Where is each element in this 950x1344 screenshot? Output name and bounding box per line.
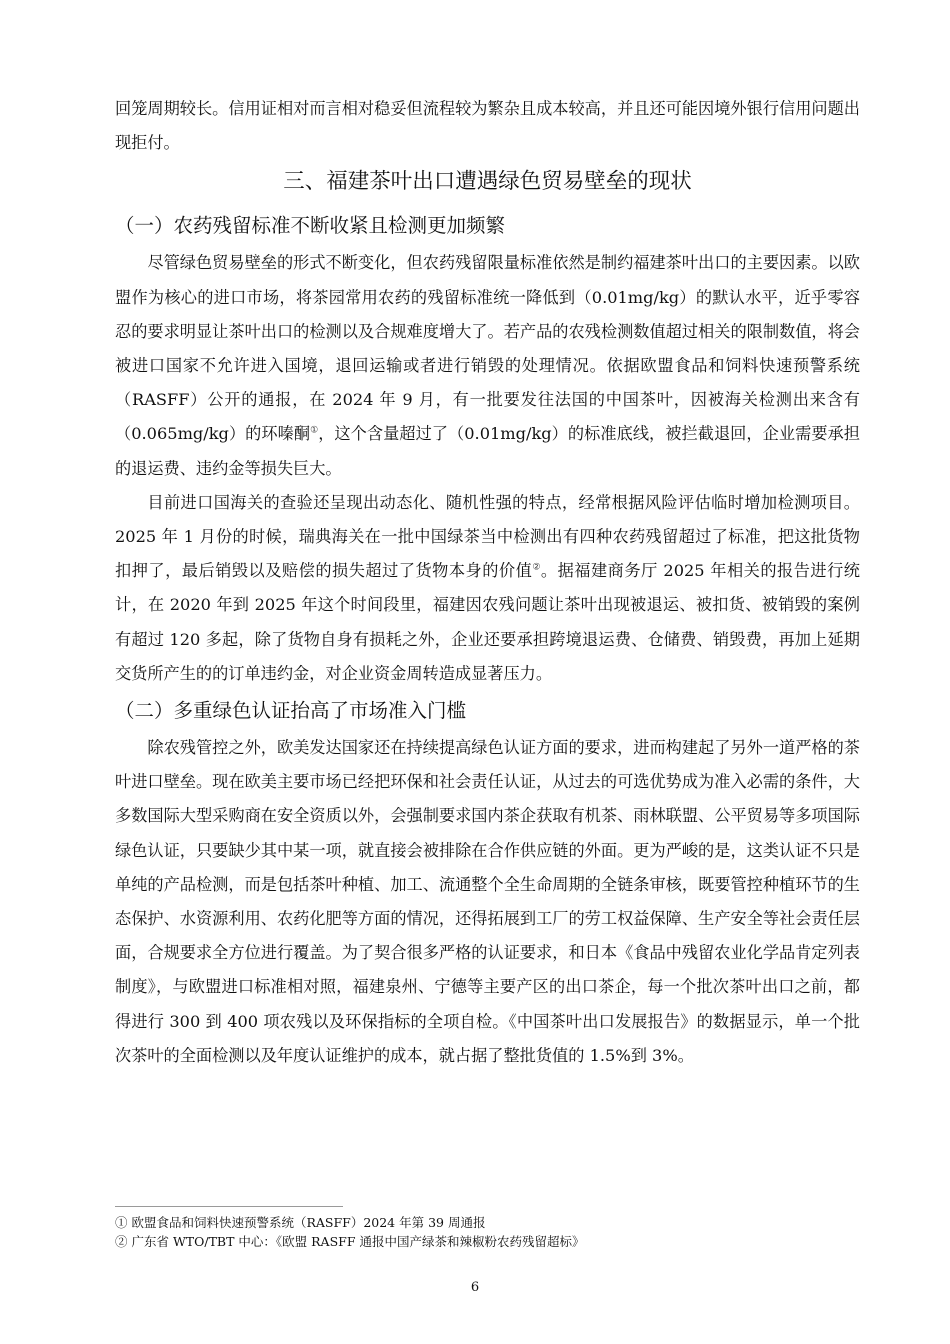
- footnote-ref-1[interactable]: ①: [310, 426, 319, 437]
- footnote-ref-2[interactable]: ②: [532, 562, 541, 573]
- paragraph-text: 尽管绿色贸易壁垒的形式不断变化，但农药残留限量标准依然是制约福建茶叶出口的主要因素。以欧盟作为核心的进口市场，将茶园常用农药的残留标准统一降低到（0.01mg/kg）的默认水平，近乎零容忍的要求明显让茶叶出口的检测以及合规难度增大了。若产品的农残检测数值超过相关的限制数值，将会被进口国家不允许进入国境，退回运输或者进行销毁的处理情况。依据欧盟食品和饲料快速预警系统（RASFF）公开的通报，在 2024 年 9 月，有一批要发往法国的中国茶叶，因被海关检测出来含有（0.065mg/kg）的环嗪酮: [115, 253, 860, 444]
- paragraph-text: ，这个含量超过了（0.01mg/kg）的标准底线，被拦截退回，企业需要承担的退运费、违约金等损失巨大。: [115, 424, 860, 478]
- section-heading: 三、福建茶叶出口遭遇绿色贸易壁垒的现状: [283, 169, 692, 195]
- footnote-divider: [115, 1206, 343, 1207]
- paragraph-text: 。据福建商务厅 2025 年相关的报告进行统计，在 2020 年到 2025 年这个时间段里，福建因农残问题让茶叶出现被退运、被扣货、被销毁的案例有超过 120 多起，除了货物自身有损耗之外，企业还要承担跨境退运费、仓储费、销毁费，再加上延期交货所产生的的订单违约金，对企业资金周转造成显著压力。: [115, 561, 860, 683]
- paragraph-green-certification: 除农残管控之外，欧美发达国家还在持续提高绿色认证方面的要求，进而构建起了另外一道严格的茶叶进口壁垒。现在欧美主要市场已经把环保和社会责任认证，从过去的可选优势成为准入必需的条件，大多数国际大型采购商在安全资质以外，会强制要求国内茶企获取有机茶、雨林联盟、公平贸易等多项国际绿色认证，只要缺少其中某一项，就直接会被排除在合作供应链的外面。更为严峻的是，这类认证不只是单纯的产品检测，而是包括茶叶种植、加工、流通整个全生命周期的全链条审核，既要管控种植环节的生态保护、水资源利用、农药化肥等方面的情况，还得拓展到工厂的劳工权益保障、生产安全等社会责任层面，合规要求全方位进行覆盖。为了契合很多严格的认证要求，和日本《食品中残留农业化学品肯定列表制度》，与欧盟进口标准相对照，福建泉州、宁德等主要产区的出口茶企，每一个批次茶叶出口之前，都得进行 300 到 400 项农残以及环保指标的全项自检。《中国茶叶出口发展报告》的数据显示，单一个批次茶叶的全面检测以及年度认证维护的成本，就占据了整批货值的 1.5%到 3%。: [115, 738, 860, 1065]
- paragraph-customs-inspection: [115, 486, 860, 691]
- footnote-1: ① 欧盟食品和饲料快速预警系统（RASFF）2024 年第 39 周通报: [115, 1215, 486, 1230]
- paragraph-continued: 回笼周期较长。信用证相对而言相对稳妥但流程较为繁杂且成本较高，并且还可能因境外银行信用问题出现拒付。: [115, 99, 860, 153]
- subsection-heading-1: （一）农药残留标准不断收紧且检测更加频繁: [115, 214, 506, 238]
- paragraph-text: 目前进口国海关的查验还呈现出动态化、随机性强的特点，经常根据风险评估临时增加检测项目。2025 年 1 月份的时候，瑞典海关在一批中国绿茶当中检测出有四种农药残留超过了标准，把这批货物扣押了，最后销毁以及赔偿的损失超过了货物本身的价值: [115, 492, 860, 581]
- page-number: 6: [470, 1280, 480, 1295]
- footnotes: [115, 1213, 860, 1251]
- subsection-heading-2: （二）多重绿色认证抬高了市场准入门槛: [115, 699, 467, 723]
- paragraph-pesticide-standards: [115, 246, 860, 485]
- page-body: [115, 92, 860, 1073]
- footnote-2: ② 广东省 WTO/TBT 中心：《欧盟 RASFF 通报中国产绿茶和辣椒粉农药残留超标》: [115, 1234, 585, 1249]
